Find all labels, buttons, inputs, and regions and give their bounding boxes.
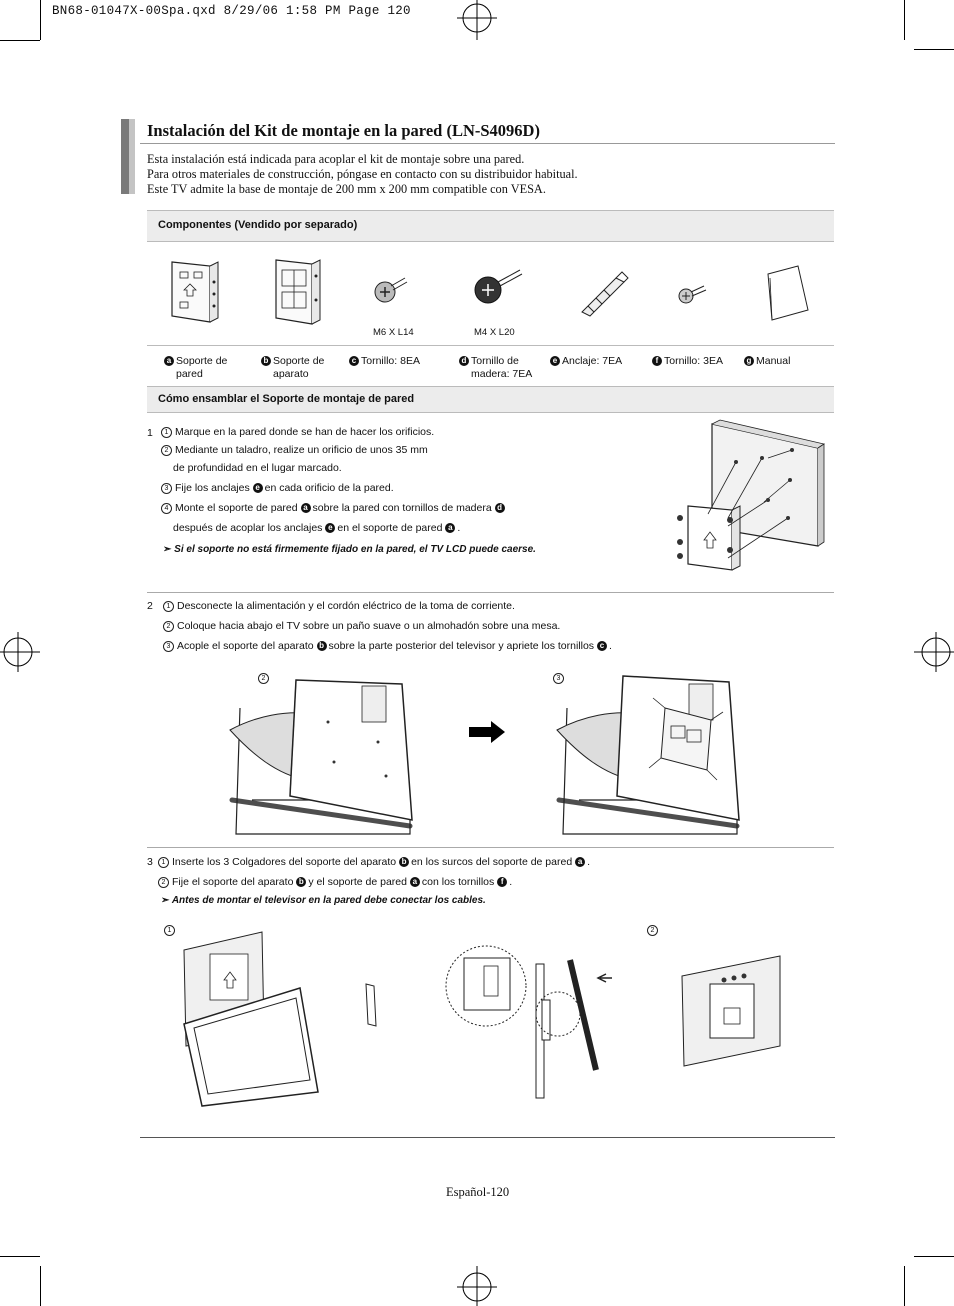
screw-size-m4: M4 X L20: [474, 327, 515, 338]
registration-mark-top: [455, 0, 499, 44]
step1-line1-text: Marque en la pared donde se han de hacer los orificios.: [175, 426, 435, 438]
screw-small-icon: [676, 282, 712, 312]
component-b-line2: aparato: [273, 368, 309, 380]
step3-figure-label-1: [164, 924, 178, 936]
registration-mark-bottom: [455, 1262, 499, 1306]
step1-line4e: .: [457, 522, 461, 534]
badge-d-ref: d: [495, 503, 505, 513]
title-accent-bar-light: [129, 119, 135, 194]
badge-b-ref2: b: [399, 857, 409, 867]
step2-line2: [163, 620, 560, 632]
intro-line-3: Este TV admite la base de montaje de 200 mm x 200 mm compatible con VESA.: [147, 182, 546, 196]
badge-a-ref: a: [301, 503, 311, 513]
step3-line2a: Fije el soporte del aparato: [172, 876, 294, 888]
registration-mark-left: [0, 630, 44, 674]
crop-mark-tr-v: [904, 0, 905, 40]
bracket-fixed-to-wall-illustration: [680, 954, 784, 1070]
crop-mark-bl-h: [0, 1256, 40, 1257]
component-a: [164, 355, 227, 381]
component-c-line1: Tornillo: 8EA: [361, 355, 420, 367]
tv-back-with-bracket-illustration: [553, 670, 749, 836]
step3-marker-2: 2: [158, 877, 169, 888]
step3-line2c: con los tornillos: [421, 876, 495, 888]
right-arrow-icon: [467, 719, 507, 745]
note-arrow-icon-2: ➣: [161, 895, 170, 906]
component-g: [744, 355, 790, 368]
badge-f-ref: f: [497, 877, 507, 887]
step1-line3: [161, 482, 394, 494]
badge-a-ref4: a: [410, 877, 420, 887]
component-d: [459, 355, 532, 381]
step2-line3c: .: [608, 640, 612, 652]
crop-mark-tl-h: [0, 40, 40, 41]
step-marker-2: 2: [161, 445, 172, 456]
tv-hanging-on-wall-illustration: [178, 928, 388, 1108]
intro-text: [147, 152, 578, 197]
component-a-line2: pared: [176, 368, 203, 380]
component-d-line1: Tornillo de: [471, 355, 519, 367]
page-number: Español-120: [446, 1185, 510, 1199]
step3-line1b: en los surcos del soporte de pared: [411, 856, 573, 868]
tv-back-on-cushion-illustration: [226, 670, 422, 836]
step2-marker-3: 3: [163, 641, 174, 652]
step3-figure-label-2: [647, 924, 661, 936]
step1-line4: [161, 502, 507, 514]
badge-d: d: [459, 356, 469, 366]
step2-line1-text: Desconecte la alimentación y el cordón eléctrico de la toma de corriente.: [177, 600, 515, 612]
step1-note: [163, 544, 536, 555]
step3-line2d: .: [509, 876, 513, 888]
component-e-line1: Anclaje: 7EA: [562, 355, 623, 367]
badge-c: c: [349, 356, 359, 366]
crop-mark-tr-h: [914, 49, 954, 50]
step1-line4b: sobre la pared con tornillos de madera: [312, 502, 492, 514]
step2-line3a: Acople el soporte del aparato: [177, 640, 314, 652]
badge-a: a: [164, 356, 174, 366]
badge-g: g: [744, 356, 754, 366]
component-e: [550, 355, 622, 368]
step-marker-1: 1: [161, 427, 172, 438]
step2-line1: [163, 600, 515, 612]
badge-b-ref3: b: [296, 877, 306, 887]
step3-marker-1: 1: [158, 857, 169, 868]
step2-line3b: sobre la parte posterior del televisor y apriete los tornillos: [328, 640, 595, 652]
components-heading: [147, 210, 834, 242]
step1-number: 1: [147, 427, 153, 439]
step3-line1c: .: [587, 856, 591, 868]
step2-line3: [163, 640, 612, 652]
component-b-line1: Soporte de: [273, 355, 325, 367]
step-marker-3: 3: [161, 483, 172, 494]
step1-line4-cont: [173, 522, 460, 534]
component-a-line1: Soporte de: [176, 355, 228, 367]
wall-mount-illustration: [668, 418, 828, 580]
step2-number: 2: [147, 600, 153, 612]
components-rule: [147, 345, 834, 346]
step3-line2b: y el soporte de pared: [308, 876, 407, 888]
component-d-line2: madera: 7EA: [471, 368, 533, 380]
side-view-illustration: [440, 942, 620, 1102]
badge-e-ref2: e: [325, 523, 335, 533]
components-heading-text: Componentes (Vendido por separado): [158, 219, 358, 231]
step1-line3a: Fije los anclajes: [175, 482, 250, 494]
step1-line2: [161, 444, 428, 456]
step1-line4c: después de acoplar los anclajes: [173, 522, 323, 534]
manual-icon: [764, 264, 812, 322]
step3-line2: [158, 876, 512, 888]
step2-marker-2: 2: [163, 621, 174, 632]
screw-size-m6: M6 X L14: [373, 327, 414, 338]
page-title: Instalación del Kit de montaje en la pared (LN-S4096D): [147, 121, 540, 140]
step1-line4a: Monte el soporte de pared: [175, 502, 298, 514]
step3-fig2-marker: 2: [647, 925, 658, 936]
step1-line2-text: Mediante un taladro, realize un orificio de unos 35 mm: [175, 444, 428, 456]
step2-fig2-marker: 2: [258, 673, 269, 684]
badge-e: e: [550, 356, 560, 366]
bottom-rule: [140, 1137, 835, 1138]
step3-note: [161, 895, 486, 906]
step3-fig1-marker: 1: [164, 925, 175, 936]
badge-b: b: [261, 356, 271, 366]
assembly-heading-text: Cómo ensamblar el Soporte de montaje de pared: [158, 393, 415, 405]
registration-mark-right: [912, 630, 954, 674]
step1-rule: [147, 592, 834, 593]
wood-screw-m4-icon: [472, 268, 524, 310]
component-c: [349, 355, 420, 368]
title-rule: [140, 143, 835, 144]
step1-line1: [161, 426, 434, 438]
component-f-line1: Tornillo: 3EA: [664, 355, 723, 367]
component-b: [261, 355, 324, 381]
badge-a-ref3: a: [575, 857, 585, 867]
title-accent-bar: [121, 119, 129, 194]
wall-bracket-illustration: [166, 256, 226, 328]
step3-line1a: Inserte los 3 Colgadores del soporte del aparato: [172, 856, 397, 868]
step2-marker-1: 1: [163, 601, 174, 612]
step3-number: 3: [147, 856, 153, 868]
step2-rule: [147, 847, 834, 848]
step1-line2b: de profundidad en el lugar marcado.: [173, 462, 342, 474]
step1-line3b: en cada orificio de la pared.: [264, 482, 394, 494]
component-g-line1: Manual: [756, 355, 791, 367]
step2-line2-text: Coloque hacia abajo el TV sobre un paño suave o un almohadón sobre una mesa.: [177, 620, 561, 632]
intro-line-1: Esta instalación está indicada para acoplar el kit de montaje sobre una pared.: [147, 152, 525, 166]
crop-mark-bl-v: [40, 1266, 41, 1306]
intro-line-2: Para otros materiales de construcción, póngase en contacto con su distribuidor habitual.: [147, 167, 578, 181]
badge-c-ref: c: [597, 641, 607, 651]
badge-b-ref: b: [317, 641, 327, 651]
file-header: BN68-01047X-00Spa.qxd 8/29/06 1:58 PM Page 120: [52, 4, 411, 18]
anchor-icon: [576, 268, 630, 318]
crop-mark-br-v: [904, 1266, 905, 1306]
assembly-heading: [147, 386, 834, 413]
badge-e-ref: e: [253, 483, 263, 493]
badge-f: f: [652, 356, 662, 366]
device-bracket-illustration: [270, 256, 326, 328]
step3-line1: [158, 856, 590, 868]
step-marker-4: 4: [161, 503, 172, 514]
crop-mark-br-h: [914, 1256, 954, 1257]
crop-mark-tl-v: [40, 0, 41, 40]
component-f: [652, 355, 723, 368]
note-arrow-icon: ➣: [163, 544, 172, 555]
step1-note-text: Si el soporte no está firmemente fijado en la pared, el TV LCD puede caerse.: [174, 544, 536, 555]
badge-a-ref2: a: [445, 523, 455, 533]
step2-fig3-marker: 3: [553, 673, 564, 684]
screw-m6-icon: [371, 274, 411, 310]
step3-note-text: Antes de montar el televisor en la pared debe conectar los cables.: [171, 895, 486, 906]
step1-line4d: en el soporte de pared: [337, 522, 443, 534]
